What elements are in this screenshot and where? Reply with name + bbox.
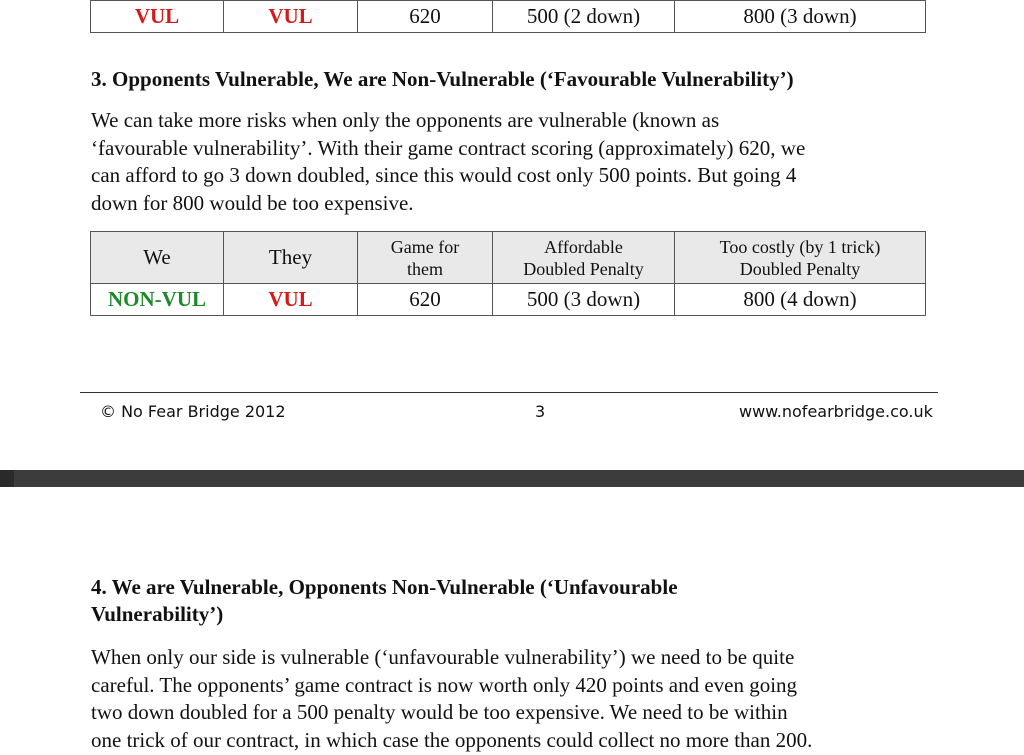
previous-table-fragment — [90, 0, 926, 33]
section-4-paragraph — [91, 644, 936, 754]
header-affordable-penalty: Affordable Doubled Penalty — [493, 232, 675, 284]
paragraph-line: can afford to go 3 down doubled, since this would cost only 500 points. But going 4 — [91, 163, 797, 187]
header-we: We — [91, 232, 224, 284]
footer-website: www.nofearbridge.co.uk — [739, 402, 933, 421]
they-cell: VUL — [224, 1, 358, 33]
footer-page-number: 3 — [535, 402, 546, 421]
paragraph-line: careful. The opponents’ game contract is now worth only 420 points and even going — [91, 672, 798, 697]
table-row — [91, 1, 926, 33]
game-cell: 620 — [358, 284, 493, 316]
paragraph-line: When only our side is vulnerable (‘unfavourable vulnerability’) we need to be quite — [91, 645, 795, 669]
section-4-heading: 4. We are Vulnerable, Opponents Non-Vulnerable (‘Unfavourable Vulnerability’) — [91, 575, 678, 626]
table-row — [91, 284, 926, 316]
paragraph-line: down for 800 would be too expensive. — [91, 190, 414, 215]
we-cell: NON-VUL — [91, 284, 224, 316]
too-costly-cell: 800 (3 down) — [675, 1, 926, 33]
header-they: They — [224, 232, 358, 284]
page-edge-marker — [0, 470, 14, 487]
game-cell: 620 — [358, 1, 493, 33]
footer-rule — [80, 392, 938, 393]
favourable-vulnerability-table — [90, 231, 926, 316]
affordable-cell: 500 (3 down) — [493, 284, 675, 316]
affordable-cell: 500 (2 down) — [493, 1, 675, 33]
header-game-for-them: Game for them — [358, 232, 493, 284]
table-header-row — [91, 232, 926, 284]
header-too-costly-penalty: Too costly (by 1 trick) Doubled Penalty — [675, 232, 926, 284]
paragraph-line: two down doubled for a 500 penalty would be too expensive. We need to be within — [91, 700, 788, 724]
page-separator — [0, 470, 1024, 487]
paragraph-line: one trick of our contract, in which case the opponents could collect no more than 200. — [91, 727, 813, 752]
section-3-paragraph — [91, 107, 936, 217]
we-cell: VUL — [91, 1, 224, 33]
footer-copyright: © No Fear Bridge 2012 — [100, 402, 286, 421]
section-3-heading: 3. Opponents Vulnerable, We are Non-Vulnerable (‘Favourable Vulnerability’) — [91, 67, 794, 91]
they-cell: VUL — [224, 284, 358, 316]
paragraph-line: We can take more risks when only the opponents are vulnerable (known as — [91, 108, 720, 132]
paragraph-line: ‘favourable vulnerability’. With their game contract scoring (approximately) 620, we — [91, 135, 806, 160]
too-costly-cell: 800 (4 down) — [675, 284, 926, 316]
document-page-4 — [0, 487, 1024, 755]
